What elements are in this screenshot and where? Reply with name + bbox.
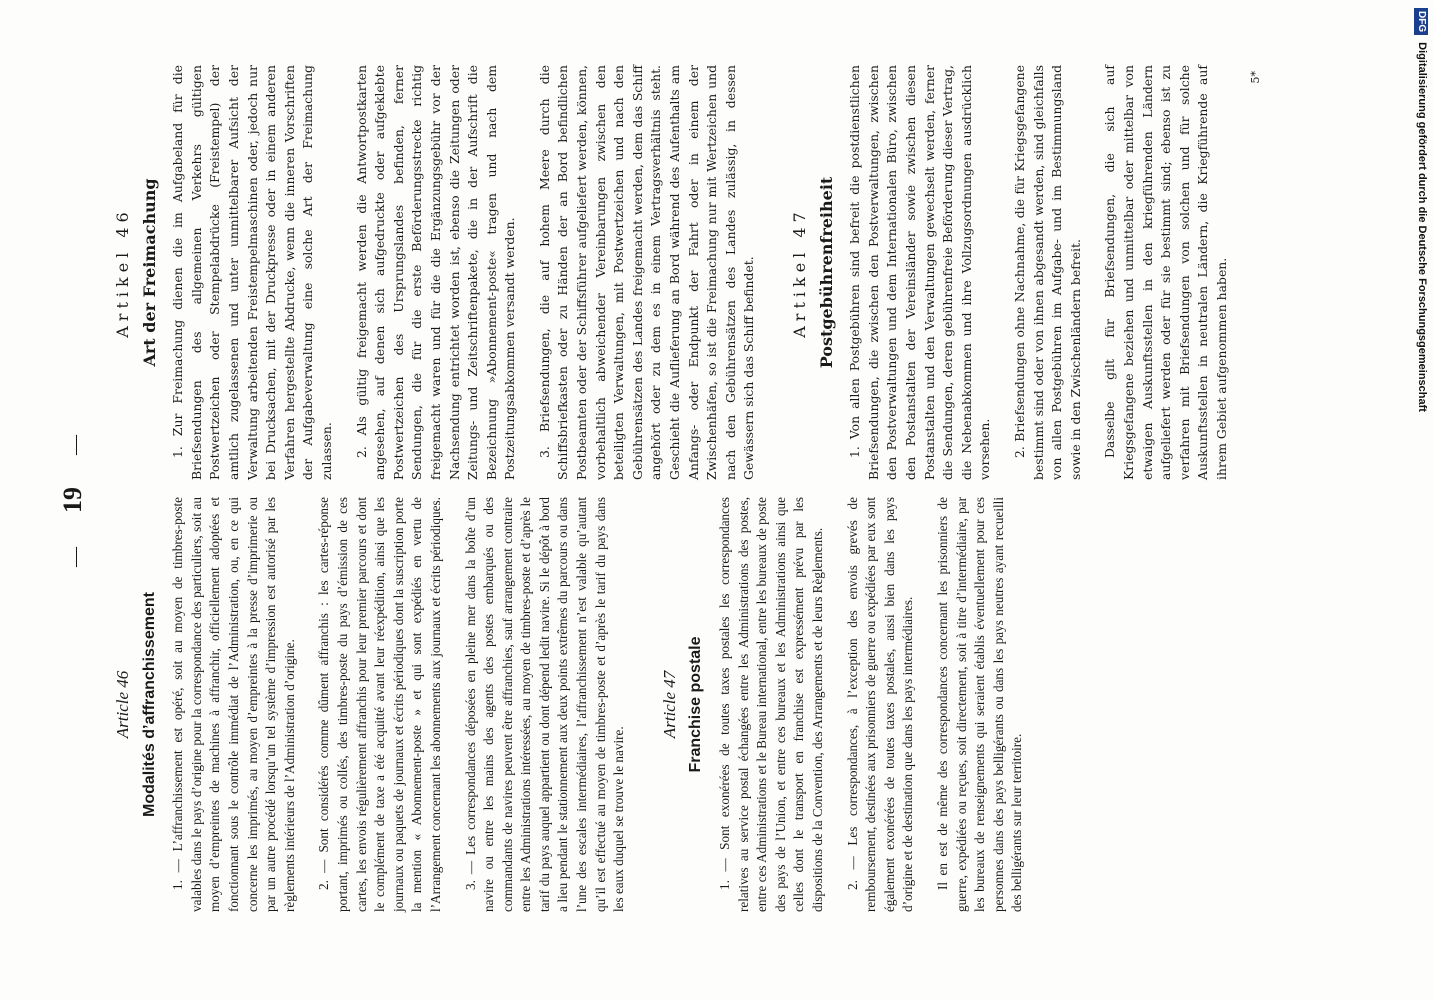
page-header <box>58 0 98 1000</box>
fr-art46-paragraph-2: 2. — Sont considérés comme dûment affranchis : les cartes-réponse portant, imprimés ou collés, des timbres-poste du pays d’émission de ces cartes, les envois régulièrement affranchis pour leur premier parcours et dont le complément de taxe a été acquitté avant leur réexpédition, ainsi que les journaux ou paquets de journaux et écrits périodiques dont la suscription porte la mention « Abonnement-poste » et qui sont expédiés en vertu de l’Arrangement concernant les abonnements aux journaux et écrits périodiques. <box>316 497 443 912</box>
header-dash-left: — <box>64 545 86 567</box>
digitization-credit <box>1412 8 1432 788</box>
fr-art46-paragraph-3: 3. — Les correspondances déposées en pleine mer dans la boîte d’un navire ou entre les mains des agents des postes embarqués ou des commandants de navires peuvent être affranchies, sauf arrangement contraire entre les Administrations intéressées, au moyen de timbres-poste et d’après le tarif du pays auquel appartient ou dont dépend ledit navire. Si le dépôt à bord a lieu pendant le stationnement aux deux points extrêmes du parcours ou dans l’une des escales intermédiaires, l’affranchissement n’est valable qu’autant qu’il est effectué au moyen de timbres-poste et d’après le tarif du pays dans les eaux duquel se trouve le navire. <box>462 497 627 912</box>
de-article-47-subtitle: Postgebührenfreiheit <box>816 176 836 369</box>
fr-art47-paragraph-2: 2. — Les correspondances, à l’exception des envois grevés de remboursement, destinées aux prisonniers de guerre ou expédiées par eux sont également exonérées de toutes taxes postales, aussi bien dans les pays d’origine et de destination que dans les pays intermédiaires. <box>844 497 916 912</box>
de-art46-paragraph-3: 3. Briefsendungen, die auf hohem Meere durch die Schiffsbriefkasten oder zu Händen der an Bord befindlichen Postbeamten oder der Schiffsführer aufgeliefert werden, können, vorbehaltlich abweichender Vereinbarungen zwischen den beteiligten Verwaltungen, mit Postwertzeichen und nach den Gebührensätzen des Landes freigemacht werden, dem das Schiff angehört oder zu dem es in einem Vertragsverhältnis steht. Geschieht die Auflieferung an Bord während des Aufenthalts am Anfangs- oder Endpunkt der Fahrt oder in einem der Zwischenhäfen, so ist die Freimachung nur mit Wertzeichen und nach den Gebührensätzen des Landes zulässig, in dessen Gewässern sich das Schiff befindet. <box>536 65 757 480</box>
fr-article-47-subtitle: Franchise postale <box>687 636 705 773</box>
header-dash-right: — <box>64 433 86 455</box>
de-article-46-title: Artikel 46 <box>113 207 132 338</box>
de-art46-paragraph-2: 2. Als gültig freigemacht werden die Antwortpostkarten angesehen, auf denen sich aufgedruckte oder aufgeklebte Postwertzeichen des Ursprungslandes befinden, ferner Sendungen, die für die erste Beförderungsstrecke richtig freigemacht waren und für die die Ergänzungsgebühr vor der Nachsendung entrichtet worden ist, ebenso die Zeitungen oder Zeitungs- und Zeitschriftenpakete, die in der Aufschrift die Bezeichnung »Abonnement-poste« tragen und nach dem Postzeitungsabkommen versandt werden. <box>353 65 518 480</box>
fr-article-47-title: Article 47 <box>659 670 679 739</box>
de-art47-paragraph-1: 1. Von allen Postgebühren sind befreit die postdienstlichen Briefsendungen, die zwischen den Postverwaltungen, zwischen den Postverwaltungen und dem Internationalen Büro, zwischen den Postanstalten der Vereinsländer sowie zwischen diesen Postanstalten und den Verwaltungen gewechselt werden, ferner die Sendungen, deren gebührenfreie Beförderung dieser Vertrag, die Nebenabkommen und ihre Vollzugsordnungen ausdrücklich vorsehen. <box>847 65 993 480</box>
fr-article-46-subtitle: Modalités d’affranchissement <box>140 592 158 817</box>
de-art47-paragraph-3: Dasselbe gilt für Briefsendungen, die sich auf Kriegsgefangene beziehen und unmittelbar oder mittelbar von etwaigen Auskunftsstellen in den kriegführenden Ländern aufgeliefert werden oder für sie bestimmt sind; ebenso ist zu verfahren mit Briefsendungen von solchen und für solche Auskunftsstellen in neutralen Ländern, die Kriegführende auf ihrem Gebiet aufgenommen haben. <box>1102 65 1229 480</box>
de-art47-paragraph-2: 2. Briefsendungen ohne Nachnahme, die für Kriegsgefangene bestimmt sind oder von ihnen abgesandt werden, sind gleichfalls von allen Postgebühren im Aufgabe- und im Bestimmungsland sowie in den Zwischenländern befreit. <box>1011 65 1083 480</box>
credit-text: Digitalisierung gefördert durch die Deutsche Forschungsgemeinschaft <box>1416 42 1428 412</box>
page-number: 19 <box>58 487 87 513</box>
fr-art46-paragraph-1: 1. — L’affranchissement est opéré, soit au moyen de timbres-poste valables dans le pays d’origine pour la correspondance des particuliers, soit au moyen d’empreintes de machines à affranchir, officiellement adoptées et fonctionnant sous le contrôle immédiat de l’Administration, ou, en ce qui concerne les imprimés, au moyen d’empreintes à la presse d’imprimerie ou par un autre procédé lorsqu’un tel système d’impression est autorisé par les règlements intérieurs de l’Administration d’origine. <box>170 497 297 912</box>
signature-mark: 5* <box>1249 71 1263 84</box>
fr-art47-paragraph-1: 1. — Sont exonérées de toutes taxes postales les correspondances relatives au service postal échangées entre les Administrations des postes, entre ces Administrations et le Bureau international, entre les bureaux de poste des pays de l’Union, et entre ces bureaux et les Administrations ainsi que celles dont le transport en franchise est expressément prévu par les dispositions de la Convention, des Arrangements et de leurs Règlements. <box>717 497 825 912</box>
french-column <box>112 497 1232 912</box>
de-art46-paragraph-1: 1. Zur Freimachung dienen die im Aufgabeland für die Briefsendungen des allgemeinen Verkehrs gültigen Postwertzeichen oder Stempelabdrücke (Freistempel) der amtlich zugelassenen und unter unmittelbarer Aufsicht der Verwaltung arbeitenden Freistempelmaschinen oder, jedoch nur bei Drucksachen, mit der Druckpresse oder in einem anderen Verfahren hergestellte Abdrucke, wenn die inneren Vorschriften der Aufgabeverwaltung eine solche Art der Freimachung zulassen. <box>170 65 334 480</box>
dfg-logo: DFG <box>1414 8 1428 35</box>
de-article-47-title: Artikel 47 <box>790 207 809 338</box>
fr-art47-paragraph-3: Il en est de même des correspondances concernant les prisonniers de guerre, expédiées ou reçues, soit directement, soit à titre d’intermédiaire, par les bureaux de renseignements qui seraient établis éventuellement pour ces personnes dans des pays belligérants ou dans les pays neutres ayant recueilli des belligérants sur leur territoire. <box>934 497 1025 912</box>
fr-article-46-title: Article 46 <box>113 670 132 739</box>
german-column <box>112 65 1263 480</box>
de-article-46-subtitle: Art der Freimachung <box>139 178 159 367</box>
